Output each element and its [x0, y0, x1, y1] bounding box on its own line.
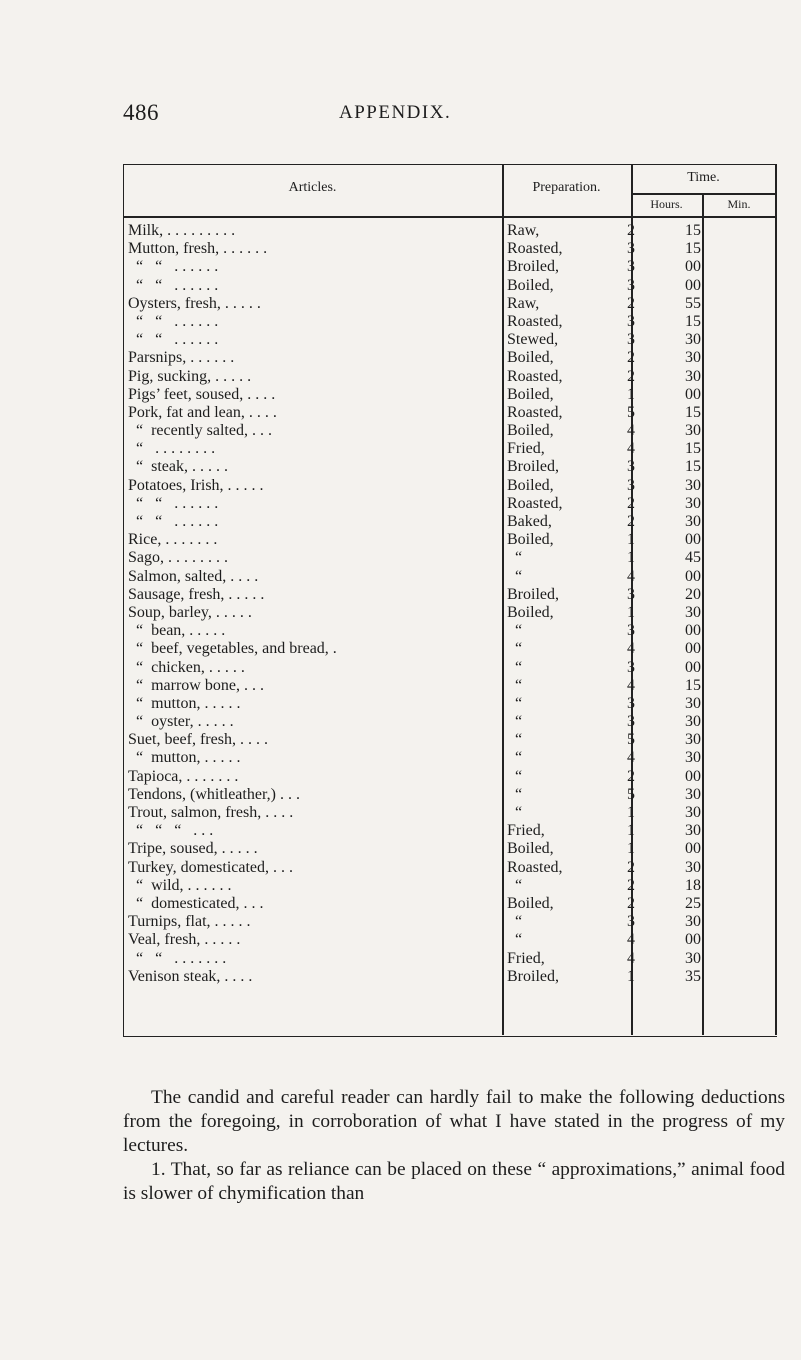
article-cell: “ wild, . . . . . .: [128, 876, 232, 894]
table-row: [123, 659, 777, 677]
article-cell: “ “ . . . . . .: [128, 494, 219, 512]
table-row: [123, 931, 777, 949]
preparation-cell: Boiled,: [507, 476, 554, 494]
minutes-cell: 20: [685, 585, 701, 603]
minutes-cell: 30: [685, 749, 701, 767]
hours-cell: 4: [627, 640, 635, 658]
paragraph-intro: The candid and careful reader can hardly fail to make the following deductions from the foregoing, in corroboration of what I have stated in the progress of my lectures.: [123, 1087, 785, 1156]
preparation-cell: Broiled,: [507, 458, 559, 476]
preparation-cell: “: [507, 713, 523, 731]
table-row: [123, 368, 777, 386]
header-hours: Hours.: [650, 197, 683, 211]
preparation-cell: Roasted,: [507, 494, 563, 512]
preparation-cell: Roasted,: [507, 240, 563, 258]
hours-cell: 4: [627, 949, 635, 967]
preparation-cell: “: [507, 749, 523, 767]
table-row: [123, 422, 777, 440]
minutes-cell: 30: [685, 331, 701, 349]
article-cell: “ chicken, . . . . .: [128, 658, 245, 676]
minutes-cell: 45: [685, 549, 701, 567]
article-cell: Pig, sucking, . . . . .: [128, 367, 252, 385]
preparation-cell: “: [507, 913, 523, 931]
table-row: [123, 313, 777, 331]
article-cell: “ marrow bone, . . .: [128, 676, 264, 694]
minutes-cell: 30: [685, 476, 701, 494]
article-cell: Parsnips, . . . . . .: [128, 349, 235, 367]
table-row: [123, 968, 777, 986]
minutes-cell: 30: [685, 513, 701, 530]
minutes-cell: 00: [685, 531, 701, 549]
minutes-cell: 18: [685, 876, 701, 894]
preparation-cell: Boiled,: [507, 422, 554, 440]
hours-cell: 2: [627, 876, 635, 894]
hours-cell: 3: [627, 276, 635, 294]
preparation-cell: Fried,: [507, 822, 545, 840]
preparation-cell: “: [507, 622, 523, 640]
minutes-cell: 30: [685, 694, 701, 712]
preparation-cell: Fried,: [507, 949, 545, 967]
article-cell: “ “ . . . . . .: [128, 312, 219, 330]
hours-cell: 1: [627, 840, 635, 858]
hours-cell: 2: [627, 349, 635, 367]
hours-cell: 1: [627, 804, 635, 821]
article-cell: Milk, . . . . . . . . .: [128, 222, 236, 239]
hours-cell: 3: [627, 713, 635, 731]
minutes-cell: 00: [685, 767, 701, 785]
preparation-cell: Broiled,: [507, 258, 559, 276]
article-cell: “ bean, . . . . .: [128, 622, 226, 640]
table-row: [123, 222, 777, 240]
digestion-table: [123, 164, 777, 1036]
hours-cell: 3: [627, 331, 635, 349]
table-row: [123, 295, 777, 313]
hours-cell: 3: [627, 476, 635, 494]
table-row: [123, 604, 777, 622]
header-preparation: Preparation.: [532, 180, 601, 195]
table-row: [123, 331, 777, 349]
preparation-cell: Baked,: [507, 513, 552, 530]
minutes-cell: 00: [685, 622, 701, 640]
hours-cell: 1: [627, 385, 635, 403]
preparation-cell: “: [507, 658, 523, 676]
table-row: [123, 749, 777, 767]
hours-cell: 4: [627, 422, 635, 440]
minutes-cell: 00: [685, 276, 701, 294]
preparation-cell: “: [507, 567, 523, 585]
hours-cell: 2: [627, 494, 635, 512]
table-row: [123, 477, 777, 495]
minutes-cell: 30: [685, 713, 701, 731]
table-row: [123, 713, 777, 731]
table-row: [123, 495, 777, 513]
minutes-cell: 30: [685, 913, 701, 931]
rule-time-sub: [631, 193, 776, 195]
hours-cell: 1: [627, 549, 635, 567]
table-body: [123, 222, 777, 986]
table-row: [123, 549, 777, 567]
hours-cell: 2: [627, 222, 635, 239]
minutes-cell: 30: [685, 731, 701, 749]
article-cell: Trout, salmon, fresh, . . . .: [128, 804, 294, 821]
preparation-cell: “: [507, 549, 523, 567]
minutes-cell: 00: [685, 931, 701, 949]
minutes-cell: 15: [685, 676, 701, 694]
preparation-cell: Broiled,: [507, 585, 559, 603]
article-cell: Rice, . . . . . . .: [128, 531, 218, 549]
body-text: [123, 1086, 785, 1206]
table-row: [123, 349, 777, 367]
preparation-cell: “: [507, 876, 523, 894]
table-row: [123, 822, 777, 840]
hours-cell: 4: [627, 567, 635, 585]
article-cell: Sausage, fresh, . . . . .: [128, 585, 265, 603]
table-row: [123, 404, 777, 422]
preparation-cell: “: [507, 694, 523, 712]
preparation-cell: Boiled,: [507, 385, 554, 403]
hours-cell: 3: [627, 622, 635, 640]
page-number: 486: [123, 100, 159, 125]
preparation-cell: Stewed,: [507, 331, 559, 349]
table-row: [123, 859, 777, 877]
article-cell: Soup, barley, . . . . .: [128, 603, 252, 621]
table-row: [123, 731, 777, 749]
rule-header: [123, 216, 776, 218]
table-row: [123, 513, 777, 531]
article-cell: Turkey, domesticated, . . .: [128, 858, 294, 876]
minutes-cell: 55: [685, 294, 701, 312]
minutes-cell: 15: [685, 403, 701, 421]
table-row: [123, 786, 777, 804]
preparation-cell: Fried,: [507, 440, 545, 458]
table-row: [123, 695, 777, 713]
hours-cell: 1: [627, 822, 635, 840]
minutes-cell: 25: [685, 894, 701, 912]
minutes-cell: 00: [685, 840, 701, 858]
hours-cell: 3: [627, 585, 635, 603]
preparation-cell: Boiled,: [507, 349, 554, 367]
table-row: [123, 531, 777, 549]
article-cell: Tripe, soused, . . . . .: [128, 840, 258, 858]
minutes-cell: 30: [685, 367, 701, 385]
article-cell: Pigs’ feet, soused, . . . .: [128, 385, 276, 403]
table-row: [123, 277, 777, 295]
page-header: [0, 100, 801, 132]
article-cell: Tapioca, . . . . . . .: [128, 767, 239, 785]
minutes-cell: 30: [685, 949, 701, 967]
paragraph-deduction-1: 1. That, so far as reliance can be placed on these “ approximations,” animal food is slower of chymification than: [123, 1159, 785, 1204]
hours-cell: 3: [627, 458, 635, 476]
table-row: [123, 840, 777, 858]
article-cell: Mutton, fresh, . . . . . .: [128, 240, 268, 258]
minutes-cell: 30: [685, 858, 701, 876]
preparation-cell: Broiled,: [507, 967, 559, 985]
hours-cell: 4: [627, 676, 635, 694]
article-cell: “ “ . . . . . .: [128, 331, 219, 349]
table-row: [123, 804, 777, 822]
minutes-cell: 30: [685, 804, 701, 821]
preparation-cell: “: [507, 731, 523, 749]
table-row: [123, 677, 777, 695]
hours-cell: 4: [627, 931, 635, 949]
minutes-cell: 00: [685, 640, 701, 658]
preparation-cell: “: [507, 640, 523, 658]
article-cell: “ domesticated, . . .: [128, 894, 264, 912]
minutes-cell: 00: [685, 385, 701, 403]
preparation-cell: “: [507, 931, 523, 949]
hours-cell: 1: [627, 967, 635, 985]
table-row: [123, 622, 777, 640]
minutes-cell: 15: [685, 458, 701, 476]
table-row: [123, 258, 777, 276]
article-cell: Tendons, (whitleather,) . . .: [128, 785, 300, 803]
article-cell: Veal, fresh, . . . . .: [128, 931, 241, 949]
minutes-cell: 15: [685, 312, 701, 330]
minutes-cell: 15: [685, 240, 701, 258]
article-cell: “ steak, . . . . .: [128, 458, 228, 476]
preparation-cell: Roasted,: [507, 367, 563, 385]
hours-cell: 2: [627, 767, 635, 785]
article-cell: “ . . . . . . . .: [128, 440, 216, 458]
table-row: [123, 586, 777, 604]
hours-cell: 1: [627, 603, 635, 621]
table-row: [123, 895, 777, 913]
article-cell: “ mutton, . . . . .: [128, 749, 241, 767]
hours-cell: 2: [627, 858, 635, 876]
preparation-cell: “: [507, 676, 523, 694]
article-cell: “ beef, vegetables, and bread, .: [128, 640, 337, 658]
hours-cell: 3: [627, 240, 635, 258]
article-cell: “ “ . . . . . .: [128, 513, 219, 530]
article-cell: “ mutton, . . . . .: [128, 694, 241, 712]
hours-cell: 2: [627, 294, 635, 312]
minutes-cell: 35: [685, 967, 701, 985]
article-cell: Turnips, flat, . . . . .: [128, 913, 251, 931]
hours-cell: 3: [627, 258, 635, 276]
article-cell: “ oyster, . . . . .: [128, 713, 234, 731]
article-cell: Salmon, salted, . . . .: [128, 567, 259, 585]
article-cell: “ “ . . . . . .: [128, 276, 219, 294]
preparation-cell: Roasted,: [507, 312, 563, 330]
table-row: [123, 640, 777, 658]
minutes-cell: 30: [685, 494, 701, 512]
article-cell: Venison steak, . . . .: [128, 967, 253, 985]
article-cell: “ recently salted, . . .: [128, 422, 272, 440]
article-cell: “ “ . . . . . . .: [128, 949, 227, 967]
running-head: APPENDIX.: [339, 102, 452, 123]
hours-cell: 3: [627, 658, 635, 676]
hours-cell: 4: [627, 749, 635, 767]
table-row: [123, 440, 777, 458]
minutes-cell: 30: [685, 603, 701, 621]
article-cell: Sago, . . . . . . . .: [128, 549, 228, 567]
minutes-cell: 15: [685, 222, 701, 239]
minutes-cell: 30: [685, 785, 701, 803]
preparation-cell: Raw,: [507, 222, 540, 239]
table-row: [123, 768, 777, 786]
hours-cell: 5: [627, 785, 635, 803]
hours-cell: 1: [627, 531, 635, 549]
article-cell: “ “ . . . . . .: [128, 258, 219, 276]
preparation-cell: Boiled,: [507, 603, 554, 621]
minutes-cell: 30: [685, 422, 701, 440]
preparation-cell: Raw,: [507, 294, 540, 312]
article-cell: Pork, fat and lean, . . . .: [128, 403, 277, 421]
table-row: [123, 240, 777, 258]
table-row: [123, 877, 777, 895]
preparation-cell: Boiled,: [507, 840, 554, 858]
minutes-cell: 15: [685, 440, 701, 458]
preparation-cell: Roasted,: [507, 858, 563, 876]
table-row: [123, 458, 777, 476]
hours-cell: 5: [627, 731, 635, 749]
table-row: [123, 386, 777, 404]
hours-cell: 3: [627, 913, 635, 931]
header-time: Time.: [687, 170, 720, 185]
minutes-cell: 30: [685, 349, 701, 367]
preparation-cell: “: [507, 767, 523, 785]
table-row: [123, 950, 777, 968]
hours-cell: 4: [627, 440, 635, 458]
hours-cell: 2: [627, 894, 635, 912]
header-min: Min.: [727, 197, 751, 211]
hours-cell: 3: [627, 312, 635, 330]
preparation-cell: Boiled,: [507, 531, 554, 549]
preparation-cell: “: [507, 804, 523, 821]
preparation-cell: Boiled,: [507, 276, 554, 294]
minutes-cell: 00: [685, 658, 701, 676]
article-cell: Oysters, fresh, . . . . .: [128, 294, 261, 312]
minutes-cell: 30: [685, 822, 701, 840]
header-articles: Articles.: [288, 180, 337, 195]
article-cell: Potatoes, Irish, . . . . .: [128, 476, 264, 494]
table-row: [123, 913, 777, 931]
article-cell: Suet, beef, fresh, . . . .: [128, 731, 268, 749]
preparation-cell: Roasted,: [507, 403, 563, 421]
minutes-cell: 00: [685, 258, 701, 276]
hours-cell: 2: [627, 513, 635, 530]
minutes-cell: 00: [685, 567, 701, 585]
hours-cell: 5: [627, 403, 635, 421]
preparation-cell: “: [507, 785, 523, 803]
preparation-cell: Boiled,: [507, 894, 554, 912]
hours-cell: 2: [627, 367, 635, 385]
hours-cell: 3: [627, 694, 635, 712]
table-row: [123, 568, 777, 586]
article-cell: “ “ “ . . .: [128, 822, 214, 840]
